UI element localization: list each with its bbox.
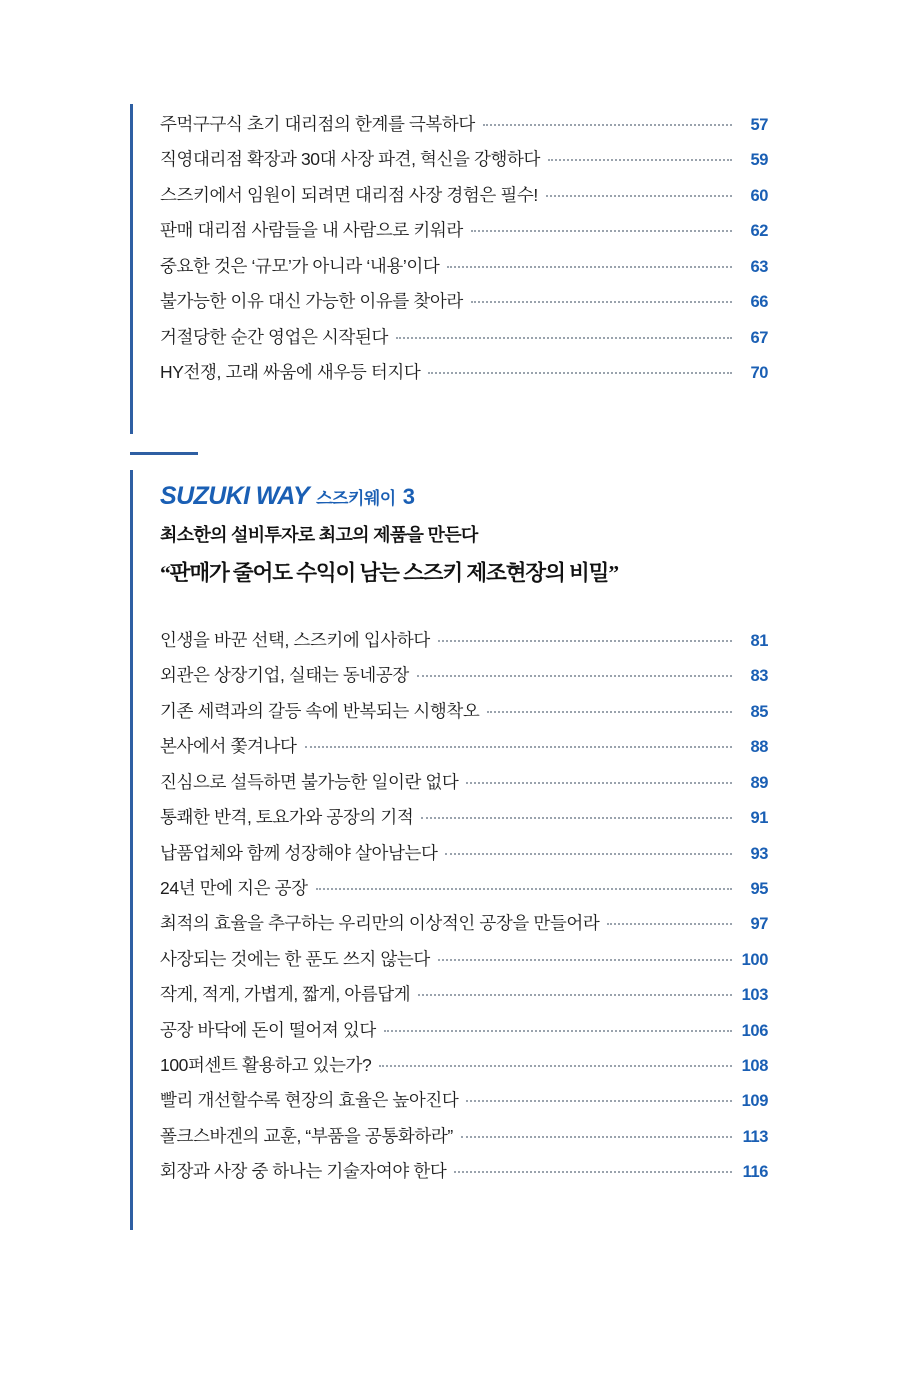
toc-entry[interactable]: [160, 1159, 768, 1185]
toc-entry-title: 스즈키에서 임원이 되려면 대리점 사장 경험은 필수!: [160, 184, 538, 205]
toc-entry-title: 중요한 것은 ‘규모’가 아니라 ‘내용’이다: [160, 255, 440, 276]
toc-entry-title: 주먹구구식 초기 대리점의 한계를 극복하다: [160, 114, 475, 134]
section-divider-rule: [130, 452, 198, 455]
toc-leader-dots: [305, 746, 732, 748]
toc-leader-dots: [396, 337, 732, 339]
toc-entry-page: 59: [750, 151, 768, 170]
toc-entry-page: 60: [750, 186, 768, 205]
toc-entry-title: 직영대리점 확장과 30대 사장 파견, 혁신을 강행하다: [160, 149, 540, 170]
toc-leader-dots: [438, 640, 732, 642]
toc-entry-page: 116: [742, 1163, 768, 1182]
toc-entry-page: 91: [750, 809, 768, 828]
toc-entry[interactable]: [160, 947, 768, 973]
toc-leader-dots: [548, 159, 732, 161]
toc-entry[interactable]: [160, 911, 768, 937]
toc-entry[interactable]: [160, 289, 768, 315]
toc-entry-page: 83: [750, 667, 768, 686]
toc-entry-page: 66: [750, 293, 768, 312]
toc-entry-page: 113: [742, 1127, 768, 1146]
toc-entry-page: 63: [750, 257, 768, 276]
toc-entry[interactable]: [160, 218, 768, 244]
toc-leader-dots: [438, 959, 732, 961]
toc-leader-dots: [466, 782, 732, 784]
toc-section-lower: [160, 628, 768, 1195]
toc-leader-dots: [487, 711, 732, 713]
toc-entry-title: 공장 바닥에 돈이 떨어져 있다: [160, 1019, 376, 1040]
toc-entry-title: HY전쟁, 고래 싸움에 새우등 터지다: [160, 361, 421, 382]
toc-entry-title: 빨리 개선할수록 현장의 효율은 높아진다: [160, 1090, 459, 1111]
toc-leader-dots: [607, 923, 732, 925]
toc-entry[interactable]: [160, 325, 768, 351]
toc-entry[interactable]: [160, 1124, 768, 1150]
toc-leader-dots: [418, 994, 732, 996]
section-quote: “판매가 줄어도 수익이 남는 스즈키 제조현장의 비밀”: [160, 561, 619, 585]
toc-leader-dots: [445, 853, 732, 855]
toc-entry-title: 회장과 사장 중 하나는 기술자여야 한다: [160, 1161, 447, 1182]
section-number: 3: [402, 484, 415, 509]
toc-entry-title: 납품업체와 함께 성장해야 살아남는다: [160, 842, 438, 863]
toc-entry[interactable]: [160, 254, 768, 280]
toc-entry-page: 103: [741, 986, 768, 1005]
toc-leader-dots: [546, 195, 732, 197]
toc-entry-page: 85: [750, 702, 768, 721]
toc-entry-title: 인생을 바꾼 선택, 스즈키에 입사하다: [160, 630, 430, 650]
section-heading: [160, 482, 780, 587]
toc-entry-title: 불가능한 이유 대신 가능한 이유를 찾아라: [160, 291, 463, 312]
toc-entry-page: 62: [750, 222, 768, 241]
toc-leader-dots: [454, 1171, 732, 1173]
toc-leader-dots: [447, 266, 732, 268]
toc-leader-dots: [471, 230, 732, 232]
toc-entry-page: 89: [750, 773, 768, 792]
toc-entry-page: 67: [750, 328, 768, 347]
toc-entry[interactable]: [160, 699, 768, 725]
toc-leader-dots: [461, 1136, 732, 1138]
toc-leader-dots: [316, 888, 732, 890]
toc-entry-page: 57: [750, 116, 768, 134]
toc-entry[interactable]: [160, 982, 768, 1008]
toc-entry[interactable]: [160, 876, 768, 902]
toc-entry-page: 95: [750, 879, 768, 898]
toc-entry[interactable]: [160, 663, 768, 689]
toc-entry-title: 진심으로 설득하면 불가능한 일이란 없다: [160, 771, 459, 792]
toc-leader-dots: [466, 1100, 732, 1102]
left-rule-upper: [130, 104, 133, 434]
section-brand-title-kr: 스즈키웨이: [316, 489, 396, 508]
section-brand-title: SUZUKI WAY: [160, 482, 310, 510]
toc-entry-title: 통쾌한 반격, 토요가와 공장의 기적: [160, 807, 414, 828]
toc-entry-page: 97: [750, 915, 768, 934]
toc-entry-page: 93: [750, 844, 768, 863]
toc-entry[interactable]: [160, 1018, 768, 1044]
toc-entry-title: 100퍼센트 활용하고 있는가?: [160, 1055, 372, 1076]
toc-leader-dots: [428, 372, 732, 374]
toc-leader-dots: [421, 817, 732, 819]
toc-leader-dots: [471, 301, 732, 303]
section-heading-line: [160, 482, 780, 511]
toc-entry[interactable]: [160, 112, 768, 138]
toc-entry-title: 작게, 적게, 가볍게, 짧게, 아름답게: [160, 984, 411, 1005]
toc-entry-title: 최적의 효율을 추구하는 우리만의 이상적인 공장을 만들어라: [160, 913, 600, 934]
toc-leader-dots: [417, 675, 732, 677]
toc-entry[interactable]: [160, 147, 768, 173]
toc-entry[interactable]: [160, 770, 768, 796]
toc-entry-page: 100: [741, 950, 768, 969]
toc-entry[interactable]: [160, 841, 768, 867]
toc-entry-title: 판매 대리점 사람들을 내 사람으로 키워라: [160, 220, 463, 241]
toc-leader-dots: [384, 1030, 732, 1032]
toc-entry[interactable]: [160, 1088, 768, 1114]
toc-entry[interactable]: [160, 360, 768, 386]
toc-entry-page: 70: [750, 363, 768, 382]
section-subtitle: 최소한의 설비투자로 최고의 제품을 만든다: [160, 525, 478, 545]
toc-entry[interactable]: [160, 183, 768, 209]
toc-entry-title: 폴크스바겐의 교훈, “부품을 공통화하라”: [160, 1125, 453, 1146]
toc-entry[interactable]: [160, 734, 768, 760]
toc-entry-page: 108: [741, 1057, 768, 1076]
toc-entry-title: 본사에서 쫓겨나다: [160, 736, 297, 757]
toc-entry-title: 24년 만에 지은 공장: [160, 877, 308, 898]
toc-entry[interactable]: [160, 1053, 768, 1079]
toc-leader-dots: [483, 124, 732, 126]
toc-entry-page: 106: [741, 1021, 768, 1040]
toc-entry-title: 사장되는 것에는 한 푼도 쓰지 않는다: [160, 948, 430, 969]
toc-entry-title: 거절당한 순간 영업은 시작된다: [160, 326, 388, 347]
toc-entry-page: 88: [750, 738, 768, 757]
toc-entry-page: 109: [741, 1092, 768, 1111]
toc-entry[interactable]: [160, 805, 768, 831]
toc-section-upper: [160, 112, 768, 395]
toc-entry[interactable]: [160, 628, 768, 654]
left-rule-lower: [130, 470, 133, 1230]
toc-entry-title: 외관은 상장기업, 실태는 동네공장: [160, 665, 409, 686]
toc-entry-page: 81: [750, 632, 768, 650]
toc-entry-title: 기존 세력과의 갈등 속에 반복되는 시행착오: [160, 700, 480, 721]
toc-leader-dots: [379, 1065, 732, 1067]
